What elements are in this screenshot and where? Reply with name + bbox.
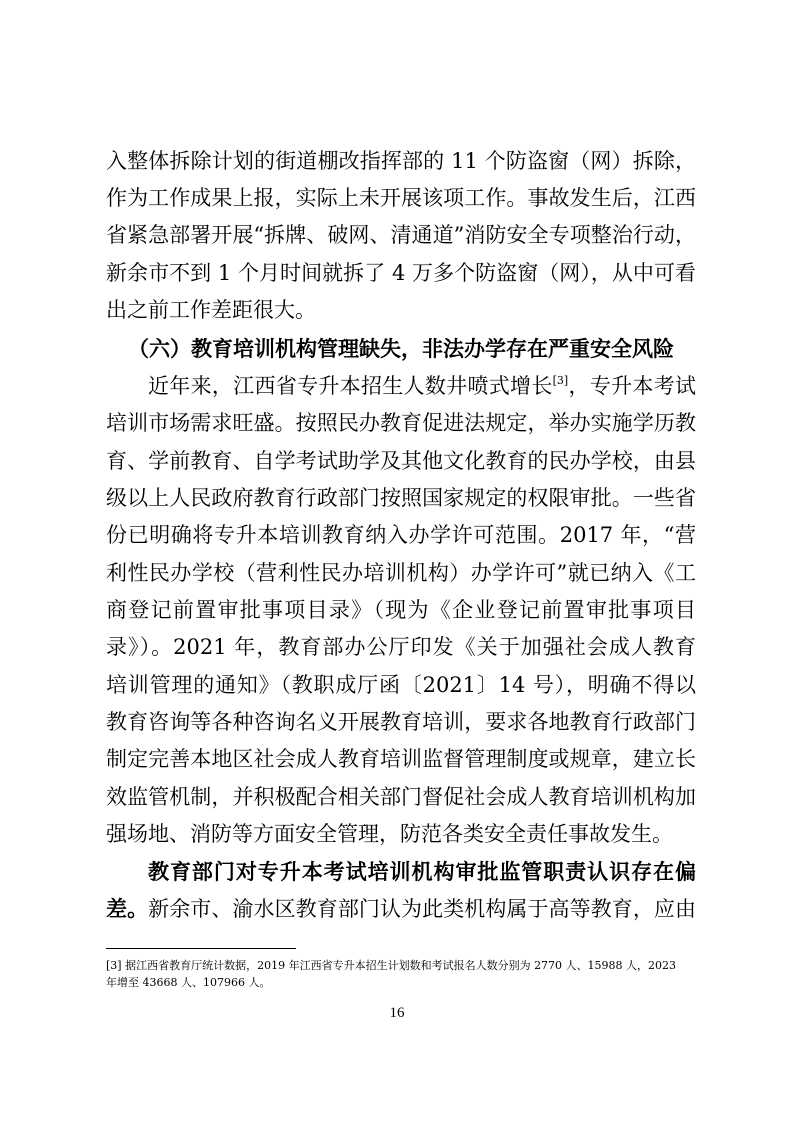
body-line: 强场地、消防等方面安全管理，防范各类安全责任事故发生。 (106, 822, 673, 846)
body-line: 育、学前教育、自学考试助学及其他文化教育的民办学校，由县 (106, 449, 696, 473)
footnote-line: [3] 据江西省教育厅统计数据，2019 年江西省专升本招生计划数和考试报名人数分别为 2770 人、15988 人，2023 (106, 959, 677, 972)
body-line: 效监管机制，并积极配合相关部门督促社会成人教育培训机构加 (106, 785, 696, 809)
body-line (106, 892, 696, 926)
body-line: 教育咨询等各种咨询名义开展教育培训，要求各地教育行政部门 (106, 710, 696, 734)
body-line: 新余市不到 1 个月时间就拆了 4 万多个防盗窗（网），从中可看 (106, 261, 696, 285)
section-heading: （六）教育培训机构管理缺失，非法办学存在严重安全风险 (128, 336, 674, 361)
para2-text-tail: ，专升本考试 (568, 374, 697, 398)
body-line: 培训管理的通知》（教职成厅函〔2021〕14 号），明确不得以 (106, 673, 696, 697)
body-line: 作为工作成果上报，实际上未开展该项工作。事故发生后，江西 (106, 186, 696, 210)
body-line (148, 369, 696, 403)
body-line: 制定完善本地区社会成人教育培训监督管理制度或规章，建立长 (106, 747, 696, 771)
footnote-divider (106, 948, 296, 949)
page-number: 16 (389, 1005, 405, 1021)
body-line: 录》）。2021 年，教育部办公厅印发《关于加强社会成人教育 (106, 635, 696, 659)
para3-text: 新余市、渝水区教育部门认为此类机构属于高等教育，应由 (148, 897, 697, 921)
body-line: 利性民办学校（营利性民办培训机构）办学许可”就已纳入《工 (106, 561, 696, 585)
bold-lead-tail: 差。 (106, 896, 149, 921)
bold-lead-line: 教育部门对专升本考试培训机构审批监管职责认识存在偏 (148, 859, 696, 884)
body-line: 商登记前置审批事项目录》（现为《企业登记前置审批事项目 (106, 598, 696, 622)
footnote-line: 年增至 43668 人、107966 人。 (106, 976, 271, 989)
body-line: 入整体拆除计划的街道棚改指挥部的 11 个防盗窗（网）拆除， (106, 149, 696, 173)
body-line: 培训市场需求旺盛。按照民办教育促进法规定，举办实施学历教 (106, 411, 696, 435)
body-line: 份已明确将专升本培训教育纳入办学许可范围。2017 年，“营 (106, 523, 696, 547)
para2-text: 近年来，江西省专升本招生人数井喷式增长 (148, 374, 553, 398)
footnote-reference: [3] (552, 374, 569, 387)
body-line: 级以上人民政府教育行政部门按照国家规定的权限审批。一些省 (106, 486, 696, 510)
body-line: 出之前工作差距很大。 (106, 298, 316, 322)
body-line: 省紧急部署开展“拆牌、破网、清通道”消防安全专项整治行动， (106, 223, 696, 247)
